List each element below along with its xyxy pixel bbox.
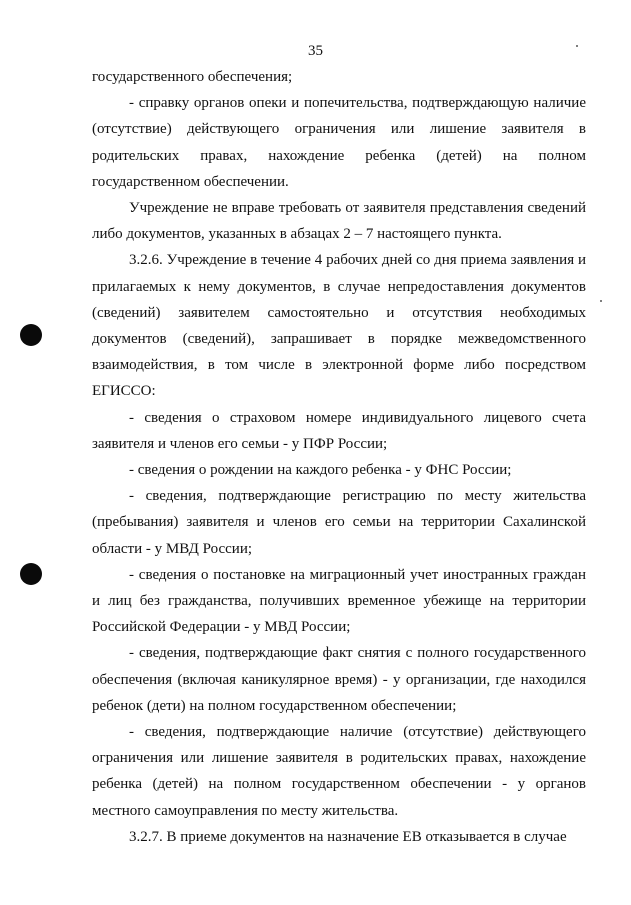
paragraph: Учреждение не вправе требовать от заявителя представления сведений либо документов, указанных в абзацах 2 – 7 настоящего пункта. <box>92 200 586 243</box>
document-body <box>92 64 586 850</box>
paragraph: - сведения, подтверждающие наличие (отсутствие) действующего ограничения или лишение заявителя в родительских правах, нахождение ребенка (детей) на полном государственном обеспечении - у органов местного самоуправления по месту жительства. <box>92 724 586 819</box>
punch-hole-lower <box>20 563 42 585</box>
paragraph: - сведения о рождении на каждого ребенка - у ФНС России; <box>129 462 512 479</box>
paragraph: 3.2.7. В приеме документов на назначение ЕВ отказывается в случае <box>129 828 567 845</box>
scan-speck <box>600 300 602 302</box>
paragraph: - справку органов опеки и попечительства, подтверждающую наличие (отсутствие) действующего ограничения или лишение заявителя в родительских правах, нахождение ребенка (детей) на полном государственном обеспечении. <box>92 95 586 190</box>
paragraph: государственного обеспечения; <box>92 69 293 85</box>
punch-hole-upper <box>20 324 42 346</box>
page-number: 35 <box>308 43 323 59</box>
paragraph: - сведения о постановке на миграционный учет иностранных граждан и лиц без гражданства, получивших временное убежище на территории Российской Федерации - у МВД России; <box>92 566 586 636</box>
paragraph: 3.2.6. Учреждение в течение 4 рабочих дней со дня приема заявления и прилагаемых к нему документов, в случае непредоставления документов (сведений) заявителем самостоятельно и отсутствия необходимых документов (сведений), запрашивает в порядке межведомственного взаимодействия, в том числе в электронной форме либо посредством ЕГИССО: <box>92 252 586 400</box>
paragraph: - сведения, подтверждающие регистрацию по месту жительства (пребывания) заявителя и членов его семьи на территории Сахалинской области - у МВД России; <box>92 488 586 557</box>
paragraph: - сведения о страховом номере индивидуального лицевого счета заявителя и членов его семьи - у ПФР России; <box>92 409 586 452</box>
paragraph: - сведения, подтверждающие факт снятия с полного государственного обеспечения (включая каникулярное время) - у организации, где находился ребенок (дети) на полном государственном обеспечении; <box>92 645 586 714</box>
